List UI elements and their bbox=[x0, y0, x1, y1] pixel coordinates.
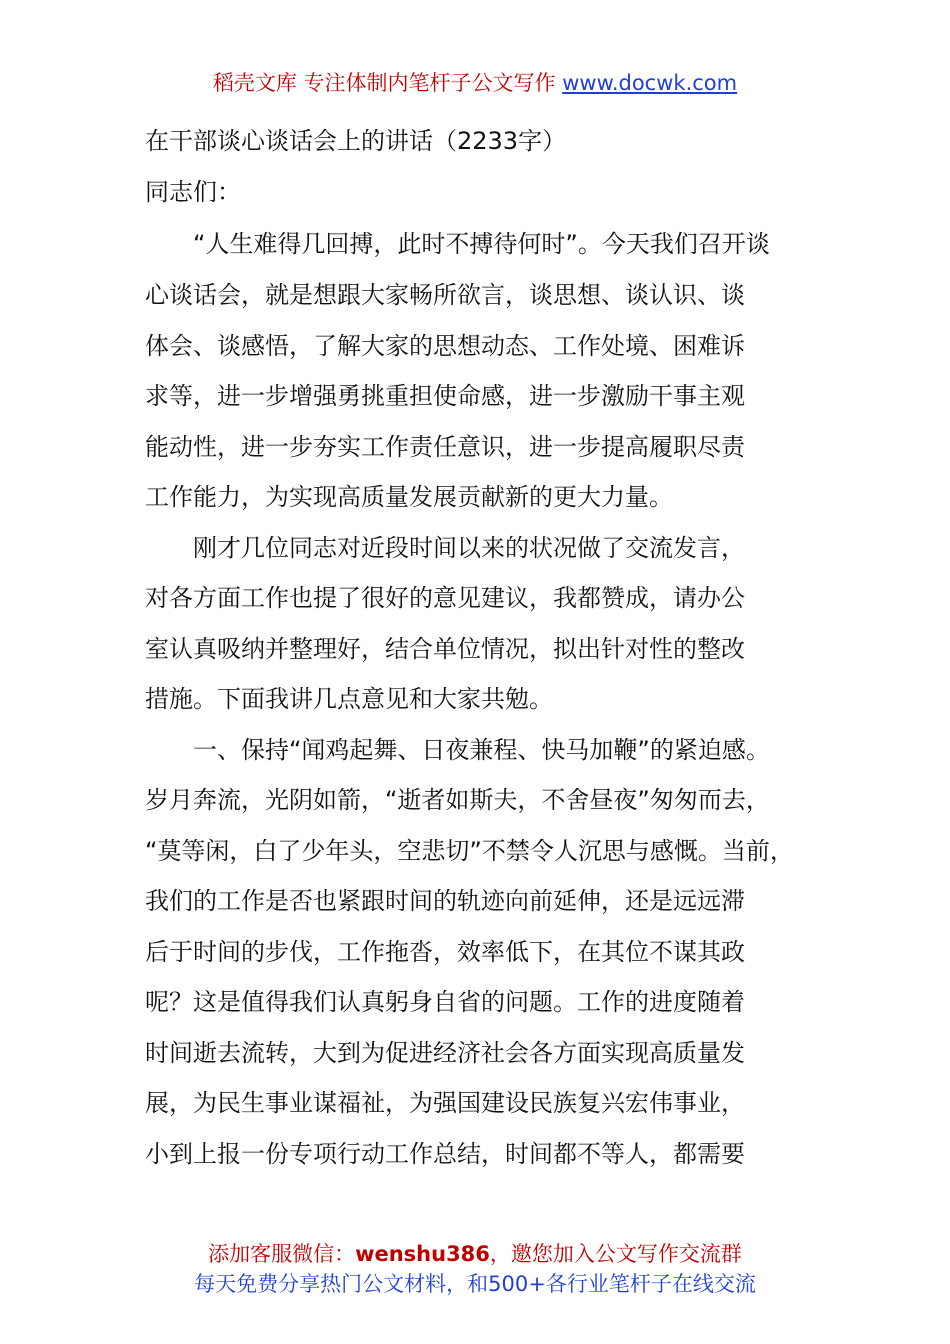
header-brand-text: 稻壳文库 专注体制内笔杆子公文写作 bbox=[212, 71, 563, 95]
body-line: 呢？这是值得我们认真躬身自省的问题。工作的进度随着 bbox=[145, 988, 745, 1016]
body-line: 展，为民生事业谋福祉，为强国建设民族复兴宏伟事业， bbox=[145, 1089, 745, 1117]
body-line: 刚才几位同志对近段时间以来的状况做了交流发言， bbox=[145, 534, 745, 562]
header-website-link[interactable]: www.docwk.com bbox=[562, 71, 738, 95]
body-line: 对各方面工作也提了很好的意见建议，我都赞成，请办公 bbox=[145, 584, 745, 612]
body-line: “莫等闲，白了少年头，空悲切”不禁令人沉思与感慨。当前， bbox=[145, 837, 794, 865]
page-header bbox=[0, 68, 950, 98]
body-line: 能动性，进一步夯实工作责任意识，进一步提高履职尽责 bbox=[145, 433, 745, 461]
footer-wechat-suffix: ，邀您加入公文写作交流群 bbox=[489, 1242, 742, 1266]
body-line: 体会、谈感悟，了解大家的思想动态、工作处境、困难诉 bbox=[145, 332, 745, 360]
body-line: 措施。下面我讲几点意见和大家共勉。 bbox=[145, 685, 553, 713]
body-line: 求等，进一步增强勇挑重担使命感，进一步激励干事主观 bbox=[145, 382, 745, 410]
body-line: 室认真吸纳并整理好，结合单位情况，拟出针对性的整改 bbox=[145, 635, 745, 663]
body-line: “人生难得几回搏，此时不搏待何时”。今天我们召开谈 bbox=[145, 230, 770, 258]
footer-wechat-prefix: 添加客服微信： bbox=[208, 1242, 356, 1266]
body-line: 同志们： bbox=[145, 178, 241, 206]
body-line: 时间逝去流转，大到为促进经济社会各方面实现高质量发 bbox=[145, 1039, 745, 1067]
body-line: 我们的工作是否也紧跟时间的轨迹向前延伸，还是远远滞 bbox=[145, 887, 745, 915]
document-title: 在干部谈心谈话会上的讲话（2233字） bbox=[145, 127, 567, 155]
body-line: 一、保持“闻鸡起舞、日夜兼程、快马加鞭”的紧迫感。 bbox=[145, 736, 770, 764]
footer-promo-line: 每天免费分享热门公文材料，和500+各行业笔杆子在线交流 bbox=[194, 1272, 756, 1296]
body-line: 小到上报一份专项行动工作总结，时间都不等人，都需要 bbox=[145, 1140, 745, 1168]
body-line: 后于时间的步伐，工作拖沓，效率低下，在其位不谋其政 bbox=[145, 938, 745, 966]
body-line: 心谈话会，就是想跟大家畅所欲言，谈思想、谈认识、谈 bbox=[145, 281, 745, 309]
footer-wechat-id: wenshu386 bbox=[355, 1242, 490, 1266]
body-line: 岁月奔流，光阴如箭，“逝者如斯夫，不舍昼夜”匆匆而去， bbox=[145, 786, 770, 814]
footer-wechat-line bbox=[0, 1240, 950, 1268]
body-line: 工作能力，为实现高质量发展贡献新的更大力量。 bbox=[145, 483, 673, 511]
